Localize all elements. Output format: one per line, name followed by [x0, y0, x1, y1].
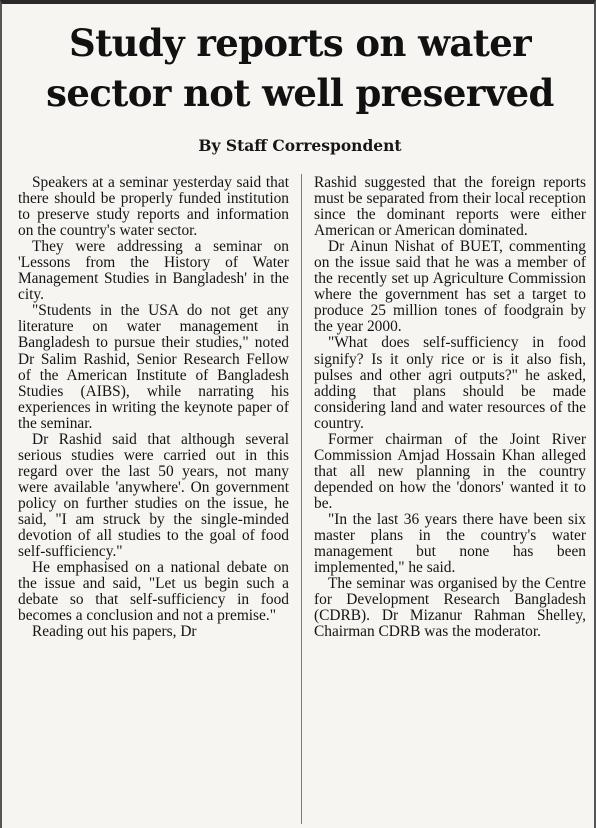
paragraph: Rashid suggested that the foreign reports must be separated from their local reception since the dominant reports were either American or American dominated. — [314, 174, 586, 240]
paragraph: He emphasised on a national debate on the issue and said, "Let us begin such a debate so that self-sufficiency in food becomes a conclusion and not a premise." — [18, 559, 289, 625]
paragraph: They were addressing a seminar on 'Lessons from the History of Water Management Studies in Bangladesh' in the city. — [18, 238, 289, 304]
paragraph: The seminar was organised by the Centre for Development Research Bangladesh (CDRB). Dr Mizanur Rahman Shelley, Chairman CDRB was the moderator. — [314, 575, 586, 641]
paragraph: Reading out his papers, Dr — [32, 623, 197, 641]
paragraph: "Students in the USA do not get any literature on water management in Bangladesh to pursue their studies," noted Dr Salim Rashid, Senior Research Fellow of the American Institute of Bangladesh Studies (AIBS), while narrating his experiences in writing the keynote paper of the seminar. — [18, 302, 289, 432]
headline-line-1: Study reports on water — [68, 21, 532, 65]
headline-line-2: sector not well preserved — [46, 71, 554, 115]
headline — [8, 18, 592, 118]
paragraph: Dr Rashid said that although several serious studies were carried out in this regard over the last 50 years, not many were available 'anywhere'. On government policy on further studies on the issue, he said, "I am struck by the single-minded devotion of all studies to the goal of food self-sufficiency." — [18, 430, 289, 561]
byline: By Staff Correspondent — [198, 136, 402, 155]
paragraph: "What does self-sufficiency in food signify? Is it only rice or is it also fish, pulses and other agri outputs?" he asked, adding that plans should be made considering land and water resources of the country. — [314, 334, 586, 432]
paragraph: Dr Ainun Nishat of BUET, commenting on the issue said that he was a member of the recently set up Agriculture Commission where the government has set a target to produce 25 million tones of foodgrain by the year 2000. — [314, 238, 586, 336]
paragraph: Former chairman of the Joint River Commission Amjad Hossain Khan alleged that all new planning in the country depended on how the 'donors' wanted it to be. — [314, 430, 586, 512]
paragraph: Speakers at a seminar yesterday said that there should be properly funded institution to preserve study reports and information on the country's water sector. — [18, 174, 289, 240]
column-divider — [301, 174, 302, 824]
right-column — [314, 175, 586, 640]
left-column — [18, 175, 289, 640]
paragraph: "In the last 36 years there have been six master plans in the country's water management but none has been implemented," he said. — [314, 510, 586, 577]
